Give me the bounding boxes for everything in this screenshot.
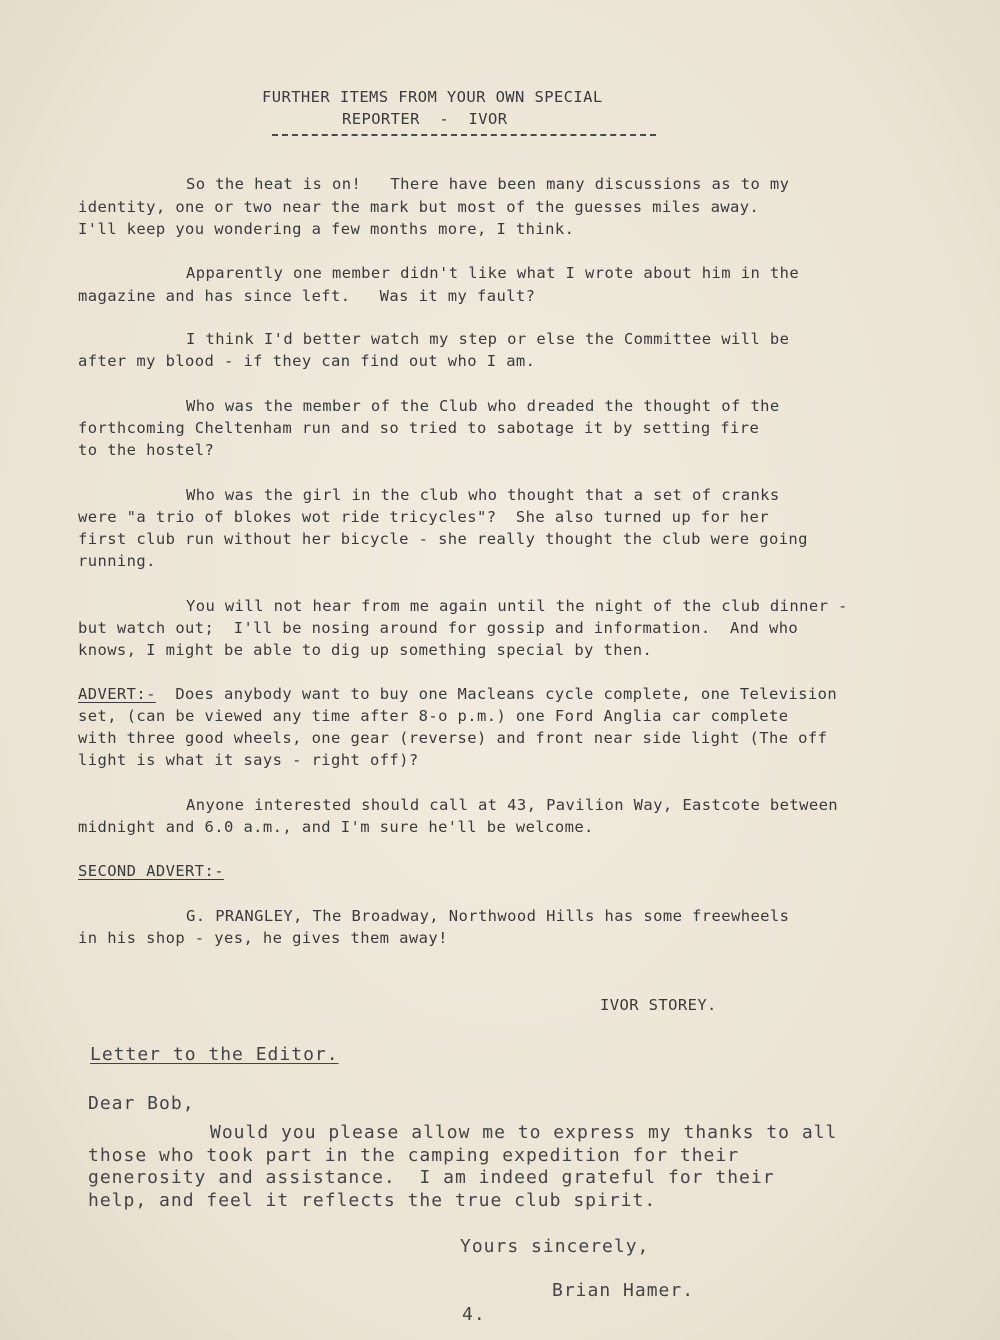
- letter-body-4: help, and feel it reflects the true club spirit.: [88, 1190, 657, 1211]
- p6-line-1: You will not hear from me again until the night of the club dinner -: [186, 597, 848, 615]
- p1-line-1: So the heat is on! There have been many discussions as to my: [186, 175, 790, 193]
- advert-contact-1: Anyone interested should call at 43, Pavilion Way, Eastcote between: [186, 796, 839, 814]
- page-number: 4.: [462, 1304, 486, 1325]
- letter-body-3: generosity and assistance. I am indeed grateful for their: [88, 1167, 775, 1188]
- p5-line-4: running.: [78, 552, 156, 570]
- p4-line-3: to the hostel?: [78, 441, 215, 459]
- reporter-signature: IVOR STOREY.: [600, 996, 717, 1014]
- p3-line-2: after my blood - if they can find out who I am.: [78, 352, 536, 370]
- p5-line-3: first club run without her bicycle - she really thought the club were going: [78, 530, 808, 548]
- advert-line-3: with three good wheels, one gear (reverse) and front near side light (The off: [78, 729, 828, 747]
- letter-closing: Yours sincerely,: [460, 1236, 650, 1257]
- letter-salutation: Dear Bob,: [88, 1093, 195, 1114]
- p2-line-2: magazine and has since left. Was it my fault?: [78, 287, 536, 305]
- advert-label: ADVERT:-: [78, 685, 156, 703]
- second-advert-line-2: in his shop - yes, he gives them away!: [78, 929, 448, 947]
- advert-line-1: [78, 683, 837, 705]
- heading-line-2: REPORTER - IVOR: [342, 110, 508, 128]
- advert-contact-2: midnight and 6.0 a.m., and I'm sure he'll be welcome.: [78, 818, 594, 836]
- heading-divider: [272, 134, 656, 136]
- advert-text-1: Does anybody want to buy one Macleans cycle complete, one Television: [155, 685, 838, 703]
- p6-line-2: but watch out; I'll be nosing around for gossip and information. And who: [78, 619, 799, 637]
- p5-line-2: were "a trio of blokes wot ride tricycles"? She also turned up for her: [78, 508, 769, 526]
- p1-line-2: identity, one or two near the mark but most of the guesses miles away.: [78, 198, 760, 216]
- second-advert-line-1: G. PRANGLEY, The Broadway, Northwood Hills has some freewheels: [186, 907, 790, 925]
- heading-line-1: FURTHER ITEMS FROM YOUR OWN SPECIAL: [262, 88, 603, 106]
- letter-signer: Brian Hamer.: [552, 1280, 695, 1301]
- letter-body-1: Would you please allow me to express my thanks to all: [210, 1122, 838, 1143]
- p4-line-1: Who was the member of the Club who dreaded the thought of the: [186, 397, 780, 415]
- letter-title: Letter to the Editor.: [90, 1044, 339, 1065]
- p3-line-1: I think I'd better watch my step or else the Committee will be: [186, 330, 790, 348]
- second-advert-label: SECOND ADVERT:-: [78, 862, 224, 880]
- advert-line-4: light is what it says - right off)?: [78, 751, 419, 769]
- letter-body-2: those who took part in the camping expedition for their: [88, 1145, 740, 1166]
- p4-line-2: forthcoming Cheltenham run and so tried to sabotage it by setting fire: [78, 419, 760, 437]
- p1-line-3: I'll keep you wondering a few months more, I think.: [78, 220, 575, 238]
- p6-line-3: knows, I might be able to dig up something special by then.: [78, 641, 653, 659]
- advert-line-2: set, (can be viewed any time after 8-o p.m.) one Ford Anglia car complete: [78, 707, 789, 725]
- p5-line-1: Who was the girl in the club who thought that a set of cranks: [186, 486, 780, 504]
- p2-line-1: Apparently one member didn't like what I wrote about him in the: [186, 264, 800, 282]
